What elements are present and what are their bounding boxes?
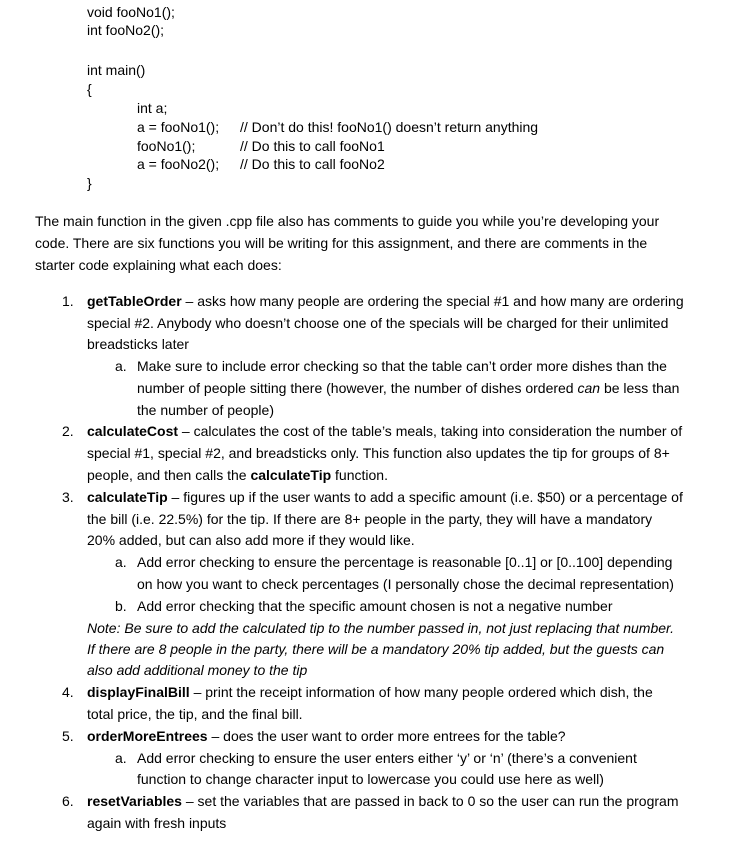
code-line-stmt1: a = fooNo1(); (137, 119, 220, 135)
item-6-desc: – set the variables that are passed in back to 0 so the user can run the program (181, 793, 679, 809)
item-3-sub-b-letter: b. (115, 598, 127, 614)
function-name-resetVariables: resetVariables (87, 793, 182, 809)
item-number-1: 1. (62, 293, 74, 309)
item-1-line-2: special #2. Anybody who doesn’t choose one of the specials will be charged for their unlimited (87, 315, 669, 331)
item-2-line-2: special #1, special #2, and breadsticks only. This function also updates the tip for groups of 8+ (87, 445, 670, 461)
item-2-line-1 (87, 422, 682, 440)
item-2-line-3 (87, 466, 388, 484)
item-6-line-1 (87, 792, 678, 810)
item-1-sub-a-text: number of people sitting there (however, the number of dishes ordered (137, 380, 578, 396)
item-number-5: 5. (62, 728, 74, 744)
function-name-calculateTip: calculateTip (87, 489, 168, 505)
item-number-3: 3. (62, 489, 74, 505)
item-2-line-3-end: function. (331, 467, 388, 483)
item-4-line-1 (87, 683, 653, 701)
code-line-stmt3: a = fooNo2(); (137, 156, 220, 172)
item-3-sub-b-line-1: Add error checking that the specific amount chosen is not a negative number (137, 598, 613, 614)
item-3-line-3: 20% added, but can also add more if they would like. (87, 532, 415, 548)
code-close-brace: } (87, 175, 92, 191)
item-5-sub-a-line-1: Add error checking to ensure the user enters either ‘y’ or ‘n’ (there’s a convenient (137, 750, 637, 766)
item-2-line-3-text: people, and then calls the (87, 467, 251, 483)
item-3-note-line-2: If there are 8 people in the party, there will be a mandatory 20% tip added, but the guests can (87, 641, 665, 657)
code-line-main-signature: int main() (87, 62, 146, 78)
function-ref-calculateTip: calculateTip (250, 467, 332, 483)
intro-line-2: code. There are six functions you will be writing for this assignment, and there are comments in the (35, 235, 648, 251)
item-1-sub-a-letter: a. (115, 358, 127, 374)
function-name-displayFinalBill: displayFinalBill (87, 684, 190, 700)
function-name-getTableOrder: getTableOrder (87, 293, 182, 309)
code-comment3: // Do this to call fooNo2 (240, 156, 385, 172)
item-1-line-1 (87, 292, 684, 310)
item-3-sub-a-letter: a. (115, 554, 127, 570)
item-4-line-2: total price, the tip, and the final bill. (87, 706, 303, 722)
item-4-desc: – print the receipt information of how many people ordered which dish, the (189, 684, 653, 700)
item-3-note-line-1: Note: Be sure to add the calculated tip to the number passed in, not just replacing that number. (87, 620, 675, 636)
intro-line-3: starter code explaining what each does: (35, 257, 282, 273)
function-name-calculateCost: calculateCost (87, 423, 179, 439)
item-3-line-2: the bill (i.e. 22.5%) for the tip. If there are 8+ people in the party, they will have a mandatory (87, 511, 653, 527)
item-1-sub-a-line-2 (137, 379, 679, 397)
item-3-line-1 (87, 488, 683, 506)
item-5-sub-a-line-2: function to change character input to lowercase you could use here as well) (137, 771, 604, 787)
code-open-brace: { (87, 81, 92, 97)
item-2-desc: – calculates the cost of the table’s meals, taking into consideration the number of (178, 423, 683, 439)
item-1-sub-a-line-1: Make sure to include error checking so that the table can’t order more dishes than the (137, 358, 667, 374)
emphasis-can: can (577, 380, 601, 396)
item-1-desc: – asks how many people are ordering the special #1 and how many are ordering (181, 293, 684, 309)
item-5-desc: – does the user want to order more entrees for the table? (207, 728, 566, 744)
intro-line-1: The main function in the given .cpp file also has comments to guide you while you’re developing your (35, 213, 660, 229)
item-3-note-line-3: also add additional money to the tip (87, 662, 308, 678)
code-comment1: // Don’t do this! fooNo1() doesn’t return anything (240, 119, 539, 135)
item-number-6: 6. (62, 793, 74, 809)
item-5-sub-a-letter: a. (115, 750, 127, 766)
item-5-line-1 (87, 727, 566, 745)
item-3-desc: – figures up if the user wants to add a specific amount (i.e. $50) or a percentage of (167, 489, 683, 505)
code-line-int-a: int a; (137, 100, 168, 116)
item-1-sub-a-text-end: be less than (600, 380, 680, 396)
item-1-sub-a-line-3: the number of people) (137, 402, 274, 418)
item-number-2: 2. (62, 423, 74, 439)
item-1-line-3: breadsticks later (87, 336, 189, 352)
item-3-sub-a-line-2: on how you want to check percentages (I personally chose the decimal representation) (137, 576, 674, 592)
code-line-decl1: void fooNo1(); (87, 4, 175, 20)
function-name-orderMoreEntrees: orderMoreEntrees (87, 728, 208, 744)
item-6-line-2: again with fresh inputs (87, 815, 227, 831)
item-number-4: 4. (62, 684, 74, 700)
item-3-sub-a-line-1: Add error checking to ensure the percentage is reasonable [0..1] or [0..100] depending (137, 554, 673, 570)
code-comment2: // Do this to call fooNo1 (240, 138, 385, 154)
code-line-decl2: int fooNo2(); (87, 22, 165, 38)
code-line-stmt2: fooNo1(); (137, 138, 196, 154)
